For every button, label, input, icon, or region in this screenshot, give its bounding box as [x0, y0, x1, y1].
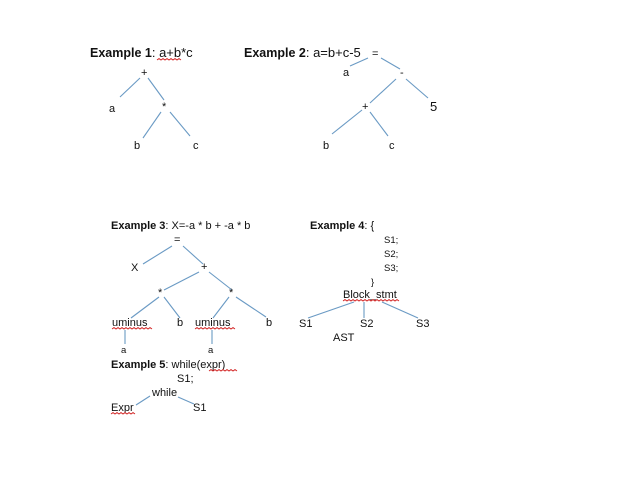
example-2	[244, 45, 437, 152]
example-4	[299, 220, 429, 344]
edge	[164, 297, 180, 318]
node-star: *	[162, 101, 167, 113]
svg-text:Example 2: a=b+c-5	[244, 45, 361, 60]
example-4-title: Example 4	[310, 220, 365, 232]
edge	[164, 272, 199, 290]
edge	[370, 112, 388, 136]
example-3-title: Example 3	[111, 220, 166, 232]
node-s3: S3	[416, 318, 430, 330]
node-plus: +	[362, 101, 369, 113]
edge	[178, 397, 194, 404]
example-1-title: Example 1	[90, 46, 152, 60]
example-1-expression: : a+b*c	[151, 45, 193, 60]
node-a-left: a	[121, 345, 127, 356]
edge	[381, 58, 400, 69]
edge	[308, 302, 354, 318]
edge	[136, 396, 150, 405]
node-assign: =	[372, 48, 379, 60]
edge	[148, 78, 164, 100]
edge	[236, 297, 266, 317]
svg-text:Example 3: X=-a * b + -a * b	[111, 220, 250, 232]
node-c: c	[193, 140, 199, 152]
svg-text:Example 1: a+b*c	[90, 45, 193, 60]
node-plus: +	[201, 261, 208, 273]
example-2-title: Example 2	[244, 46, 306, 60]
node-uminus-right: uminus	[195, 317, 231, 329]
node-five: 5	[430, 99, 438, 114]
node-x: X	[131, 262, 139, 274]
node-a: a	[343, 67, 350, 79]
edge	[170, 112, 190, 136]
node-b-left: b	[177, 317, 184, 329]
node-minus: -	[400, 67, 404, 79]
edge	[332, 110, 362, 134]
block-line-close: }	[371, 277, 375, 288]
node-b-right: b	[266, 317, 273, 329]
node-b: b	[323, 140, 330, 152]
node-star-left: *	[158, 287, 163, 299]
edge	[382, 302, 418, 318]
node-c: c	[389, 140, 395, 152]
edge	[406, 79, 428, 98]
node-a-right: a	[208, 345, 214, 356]
example-5-statement: S1;	[177, 373, 194, 385]
example-5	[111, 359, 237, 414]
node-star-right: *	[229, 287, 234, 299]
node-expr: Expr	[111, 402, 134, 414]
example-3	[111, 220, 272, 356]
example-1	[90, 45, 199, 152]
node-a: a	[109, 103, 116, 115]
node-uminus-left: uminus	[112, 317, 148, 329]
edge	[143, 246, 172, 264]
svg-text:Example 4: {	[310, 220, 375, 232]
example-4-block-open: : {	[364, 220, 375, 232]
svg-text:Example 5: while(expr)	[111, 359, 225, 371]
edge	[120, 78, 140, 97]
node-while: while	[152, 387, 178, 399]
example-5-expression: : while(expr)	[165, 359, 226, 371]
block-line-s3: S3;	[384, 263, 399, 274]
block-line-s2: S2;	[384, 249, 399, 260]
edge	[131, 297, 159, 318]
node-plus: +	[141, 67, 148, 79]
node-s2: S2	[360, 318, 374, 330]
node-block-stmt: Block_stmt	[343, 289, 397, 301]
edge	[370, 79, 396, 103]
node-s1: S1	[193, 402, 207, 414]
ast-caption: AST	[333, 332, 355, 344]
node-b: b	[134, 140, 141, 152]
edge	[143, 112, 161, 138]
example-3-expression: : X=-a * b + -a * b	[165, 220, 251, 232]
edge	[213, 297, 229, 318]
example-2-expression: : a=b+c-5	[305, 45, 361, 60]
example-5-title: Example 5	[111, 359, 166, 371]
node-assign: =	[174, 234, 181, 246]
node-s1: S1	[299, 318, 313, 330]
block-line-s1: S1;	[384, 235, 399, 246]
edge	[183, 246, 203, 264]
